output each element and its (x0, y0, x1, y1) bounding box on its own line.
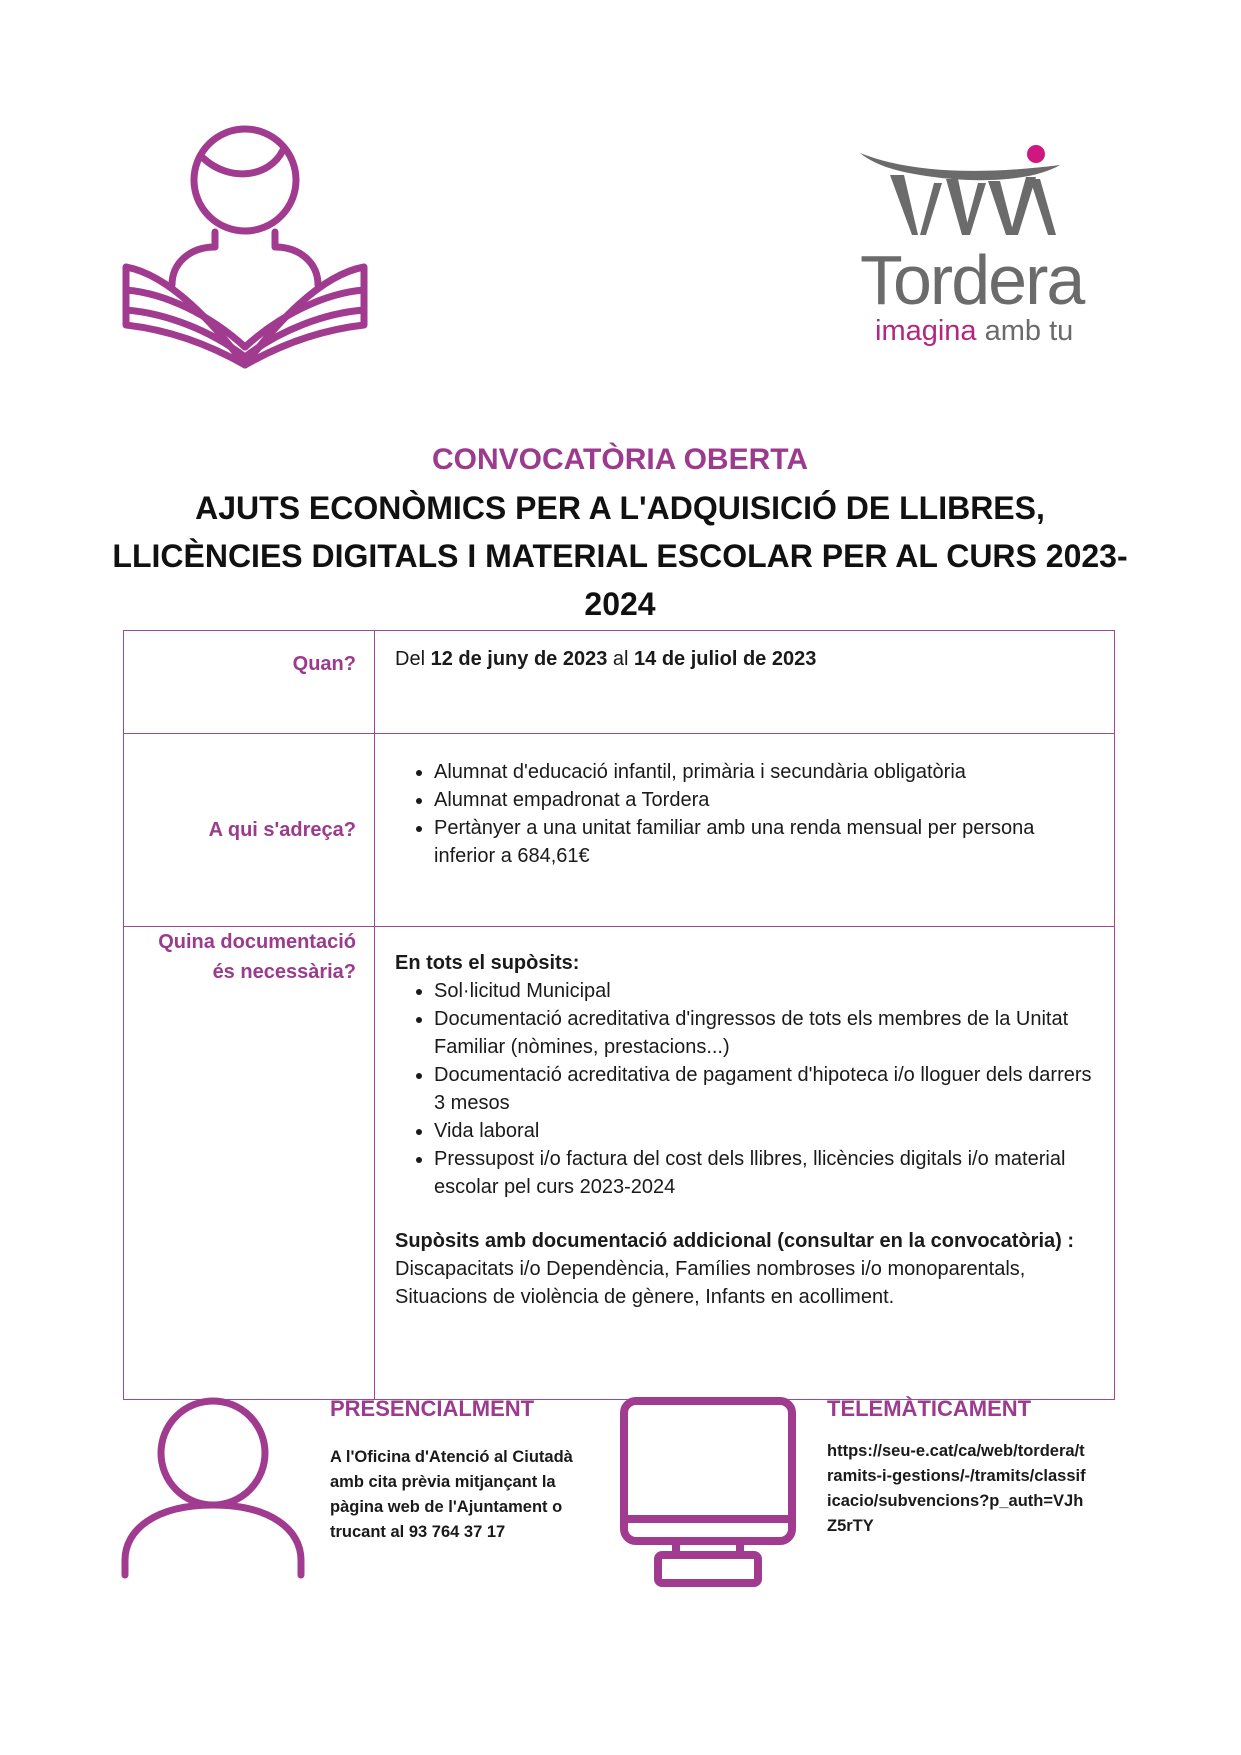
kicker: CONVOCATÒRIA OBERTA (431, 443, 809, 476)
info-table (123, 630, 1115, 1400)
online-url[interactable]: https://seu-e.cat/ca/web/tordera/tramits-i-gestions/-/tramits/classificacio/subvencions?p_auth=VJhZ5rTY (827, 1442, 1086, 1535)
list-item: • Documentació acreditativa d'ingressos de tots els membres de la Unitat Familiar (nòmines, prestacions...) (434, 1005, 1094, 1061)
list-item: • Alumnat d'educació infantil, primària i secundària obligatòria (434, 758, 1094, 786)
when-middle: al (607, 648, 635, 670)
tordera-logo (860, 145, 1105, 355)
docs-extra-text: Discapacitats i/o Dependència, Famílies nombroses i/o monoparentals, Situacions de violència de gènere, Infants en acolliment. (395, 1258, 1026, 1308)
docs-extra-title: Supòsits amb documentació addicional (consultar en la convocatòria) : (395, 1230, 1075, 1252)
in-person-section (330, 1395, 590, 1545)
table-row (124, 734, 1115, 927)
page-title: AJUTS ECONÒMICS PER A L'ADQUISICIÓ DE LLIBRES, LLICÈNCIES DIGITALS I MATERIAL ESCOLAR PER AL CURS 2023-2024 (112, 490, 1128, 622)
list-item: • Pertànyer a una unitat familiar amb una renda mensual per persona inferior a 684,61€ (434, 814, 1094, 870)
list-item: • Documentació acreditativa de pagament d'hipoteca i/o lloguer dels darrers 3 mesos (434, 1061, 1094, 1117)
table-row (124, 927, 1115, 1400)
question-when: Quan? (124, 631, 375, 734)
docs-list (395, 977, 1094, 1201)
docs-intro: En tots el supòsits: (395, 952, 580, 974)
list-item: • Pressupost i/o factura del cost dels llibres, llicències digitals i/o material escolar pel curs 2023-2024 (434, 1145, 1094, 1201)
table-row (124, 631, 1115, 734)
person-icon (120, 1395, 305, 1580)
list-item: • Sol·licitud Municipal (434, 977, 1094, 1005)
question-docs: Quina documentació és necessària? (124, 927, 375, 1400)
list-item: • Alumnat empadronat a Tordera (434, 786, 1094, 814)
logo-tagline-accent: imagina (875, 315, 977, 347)
who-list (395, 758, 1094, 870)
online-title: TELEMÀTICAMENT (827, 1396, 1032, 1421)
answer-who (375, 734, 1115, 927)
logo-tagline (875, 317, 1073, 346)
logo-figures-icon (860, 145, 1105, 255)
when-start: 12 de juny de 2023 (430, 648, 608, 670)
answer-when (375, 631, 1115, 734)
reader-icon (120, 125, 370, 370)
heading (100, 440, 1140, 628)
monitor-icon (618, 1395, 798, 1590)
when-prefix: Del (395, 648, 431, 670)
question-who: A qui s'adreça? (124, 734, 375, 927)
online-section (827, 1395, 1089, 1539)
when-end: 14 de juliol de 2023 (634, 648, 817, 670)
logo-wordmark: Tordera (860, 241, 1084, 319)
answer-docs (375, 927, 1115, 1400)
in-person-text: A l'Oficina d'Atenció al Ciutadà amb cita prèvia mitjançant la pàgina web de l'Ajuntament o trucant al 93 764 37 17 (330, 1448, 573, 1541)
logo-tagline-rest: amb tu (976, 315, 1074, 347)
in-person-title: PRESENCIALMENT (330, 1396, 535, 1421)
list-item: • Vida laboral (434, 1117, 1094, 1145)
